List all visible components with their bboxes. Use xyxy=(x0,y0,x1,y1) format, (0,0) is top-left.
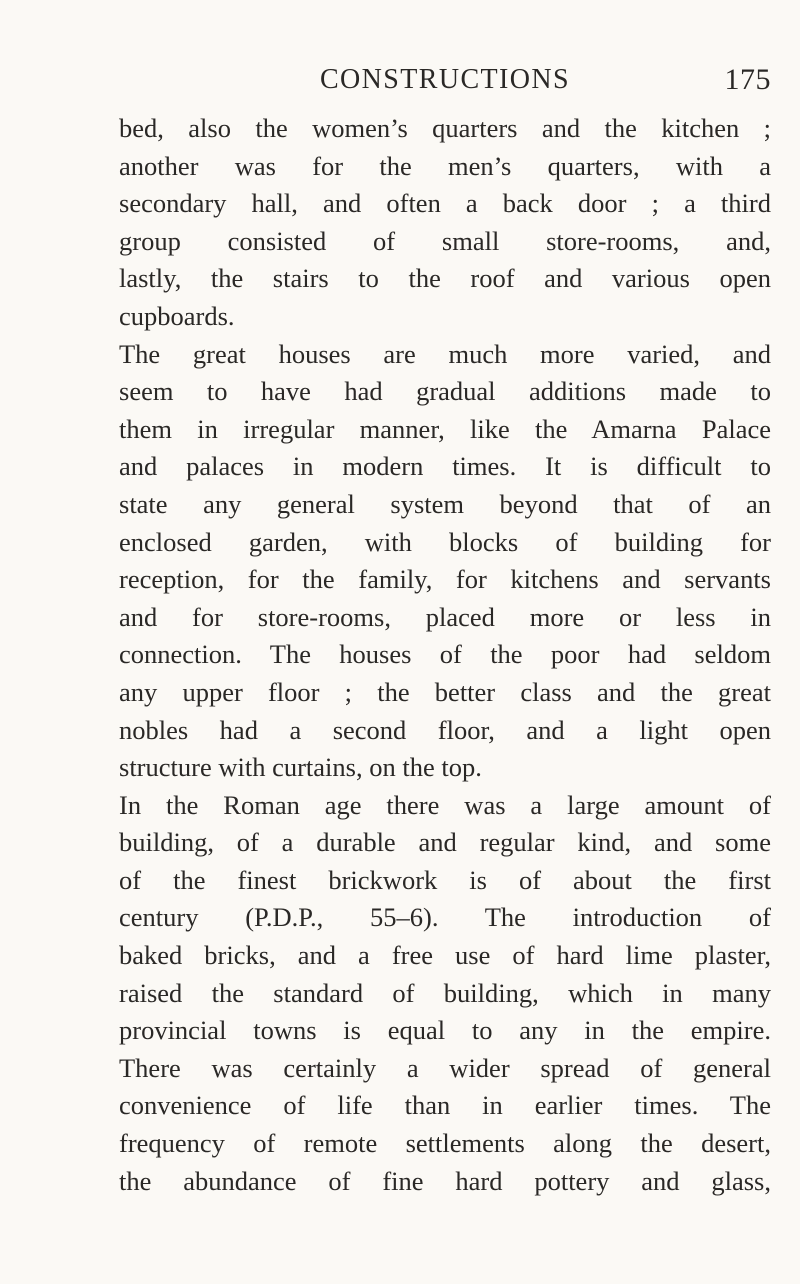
text-line: reception, for the family, for kitchens and servants xyxy=(119,564,771,595)
paragraph-start-line: The great houses are much more varied, and xyxy=(119,338,771,369)
text-line: raised the standard of building, which in many xyxy=(119,977,771,1008)
page-number: 175 xyxy=(724,63,771,96)
text-line: any upper floor ; the better class and the great xyxy=(119,676,771,707)
text-line: group consisted of small store-rooms, and, xyxy=(119,225,771,256)
text-line: secondary hall, and often a back door ; a third xyxy=(119,188,771,219)
text-line: convenience of life than in earlier times. The xyxy=(119,1090,771,1121)
text-line: connection. The houses of the poor had seldom xyxy=(119,639,771,670)
text-line: seem to have had gradual additions made to xyxy=(119,376,771,407)
text-line: another was for the men’s quarters, with a xyxy=(119,150,771,181)
text-line: There was certainly a wider spread of general xyxy=(119,1052,771,1083)
text-line: frequency of remote settlements along the desert, xyxy=(119,1128,771,1159)
text-line: enclosed garden, with blocks of building for xyxy=(119,526,771,557)
text-line: century (P.D.P., 55–6). The introduction of xyxy=(119,902,771,933)
paragraph-start-line: In the Roman age there was a large amount of xyxy=(119,789,771,820)
text-line: cupboards. xyxy=(119,300,235,331)
text-line: state any general system beyond that of an xyxy=(119,488,771,519)
text-line: the abundance of fine hard pottery and glass, xyxy=(119,1165,771,1196)
running-title: CONSTRUCTIONS xyxy=(319,64,570,95)
running-head xyxy=(119,60,771,100)
text-line: lastly, the stairs to the roof and various open xyxy=(119,263,771,294)
text-line: nobles had a second floor, and a light open xyxy=(119,714,771,745)
text-line: bed, also the women’s quarters and the kitchen ; xyxy=(119,113,771,143)
text-line: and for store-rooms, placed more or less in xyxy=(119,601,771,632)
text-line: structure with curtains, on the top. xyxy=(119,752,482,783)
text-line: them in irregular manner, like the Amarna Palace xyxy=(119,413,771,444)
text-line: baked bricks, and a free use of hard lime plaster, xyxy=(119,940,771,971)
text-line: of the finest brickwork is of about the first xyxy=(119,864,771,895)
text-line: provincial towns is equal to any in the empire. xyxy=(119,1015,771,1046)
body-text xyxy=(119,110,771,1200)
text-line: building, of a durable and regular kind, and some xyxy=(119,827,771,858)
text-line: and palaces in modern times. It is difficult to xyxy=(119,451,771,482)
